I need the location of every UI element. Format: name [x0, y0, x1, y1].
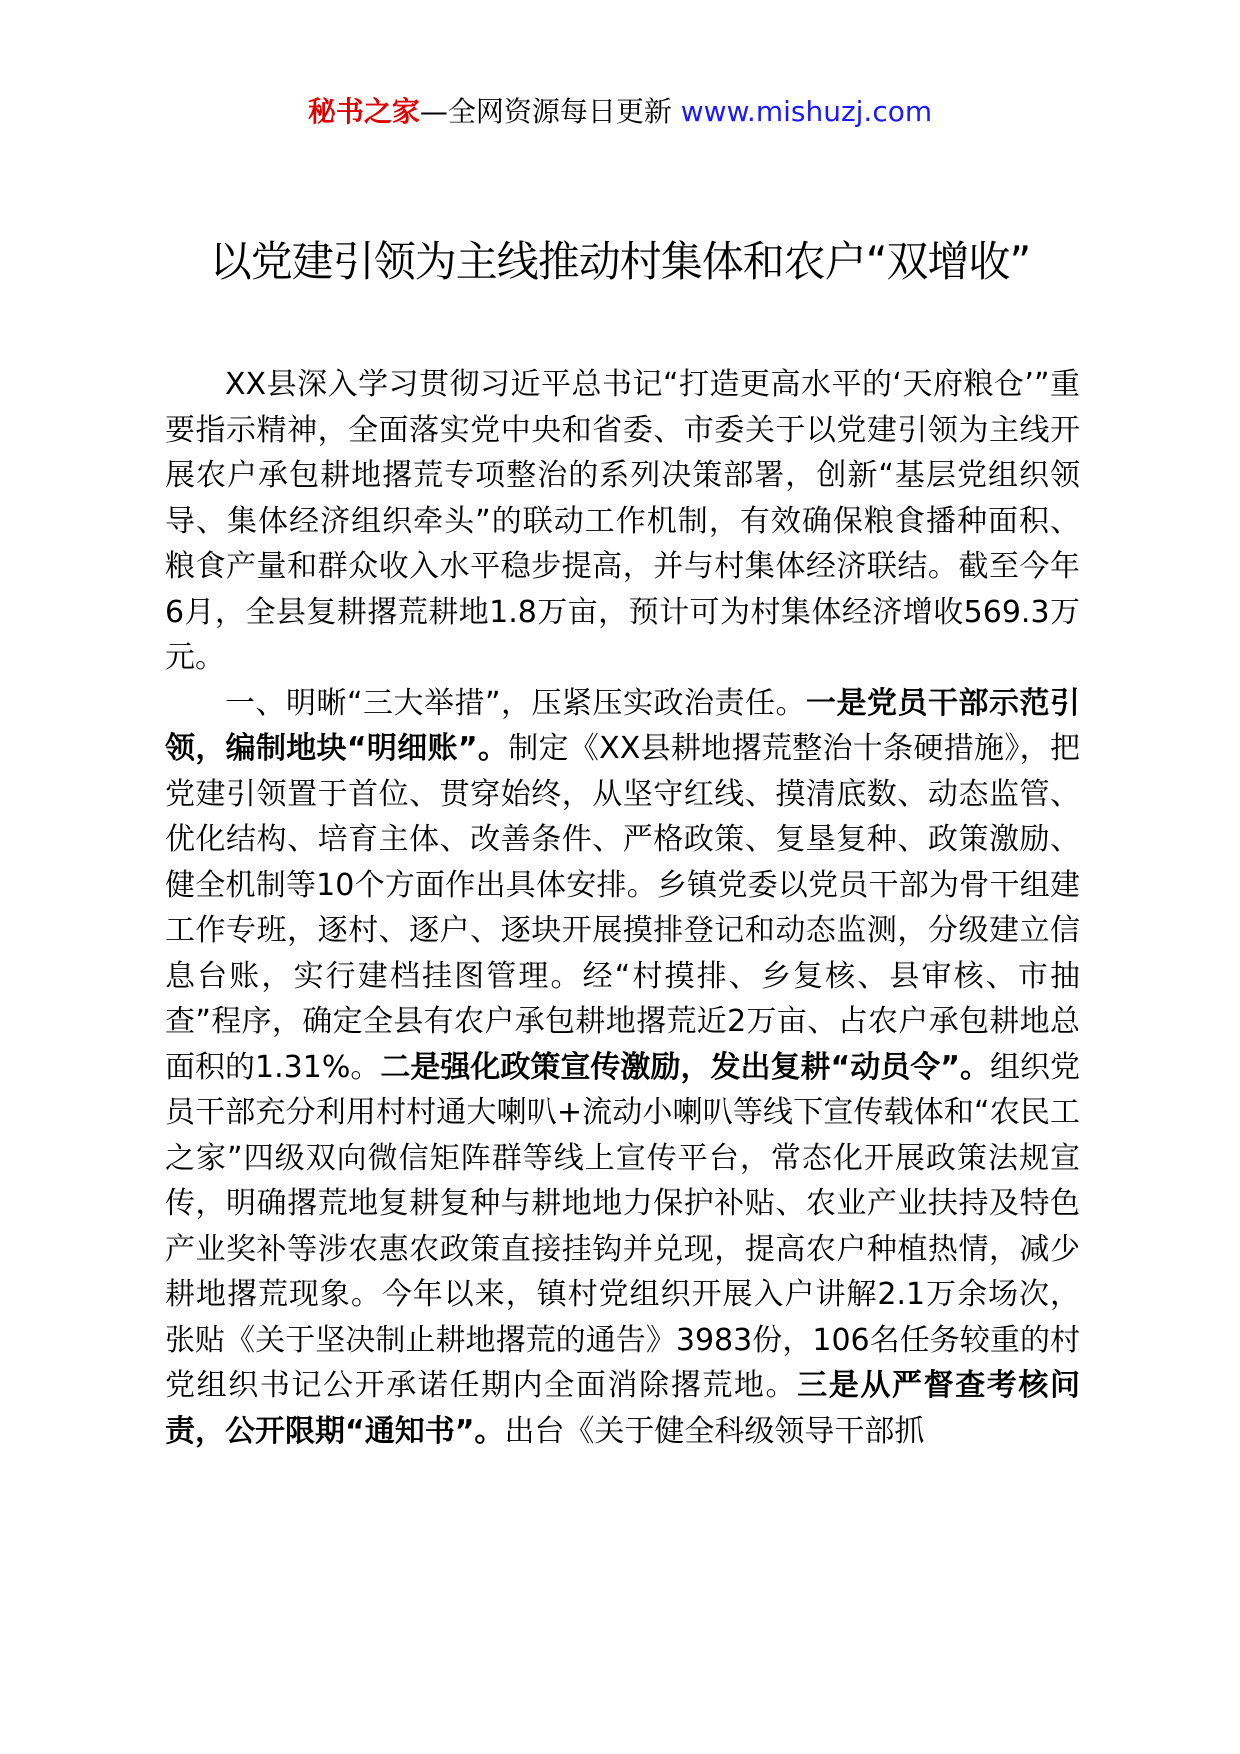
- measure-one-heading: 一是党员干部示范引领，编制地块“明细账”。: [165, 685, 1081, 766]
- measure-three-heading: 三是从严督查考核问责，公开限期“通知书”。: [165, 1368, 1081, 1449]
- section-heading: 一、明晰“三大举措”，压紧压实政治责任。: [225, 685, 807, 721]
- site-header: [0, 92, 1240, 132]
- measure-two-heading: 二是强化政策宣传激励，发出复耕“动员令”。: [380, 1049, 990, 1085]
- site-url-link[interactable]: www.mishuzj.com: [680, 95, 933, 128]
- paragraph-intro: [165, 362, 1080, 681]
- measure-two-text: 组织党员干部充分利用村村通大喇叭+流动小喇叭等线下宣传载体和“农民工之家”四级双向微信矩阵群等线上宣传平台，常态化开展政策法规宣传，明确撂荒地复耕复种与耕地地力保护补贴、农业产业扶持及特色产业奖补等涉农惠农政策直接挂钩并兑现，提高农户种植热情，减少耕地撂荒现象。今年以来，镇村党组织开展入户讲解2.1万余场次，张贴《关于坚决制止耕地撂荒的通告》3983份，106名任务较重的村党组织书记公开承诺任期内全面消除撂荒地。: [165, 1049, 1081, 1403]
- document-body: [165, 362, 1080, 1454]
- brand-name: 秘书之家: [307, 95, 420, 128]
- measure-three-text: 出台《关于健全科级领导干部抓: [504, 1413, 925, 1449]
- paragraph-text: XX县深入学习贯彻习近平总书记“打造更高水平的‘天府粮仓’”重要指示精神，全面落实党中央和省委、市委关于以党建引领为主线开展农户承包耕地撂荒专项整治的系列决策部署，创新“基层党组织领导、集体经济组织牵头”的联动工作机制，有效确保粮食播种面积、粮食产量和群众收入水平稳步提高，并与村集体经济联结。截至今年6月，全县复耕撂荒耕地1.8万亩，预计可为村集体经济增收569.3万元。: [165, 367, 1080, 675]
- document-title: 以党建引领为主线推动村集体和农户“双增收”: [209, 237, 1031, 286]
- measure-one-text: 制定《XX县耕地撂荒整治十条硬措施》，把党建引领置于首位、贯穿始终，从坚守红线、摸清底数、动态监管、优化结构、培育主体、改善条件、严格政策、复垦复种、政策激励、健全机制等10个方面作出具体安排。乡镇党委以党员干部为骨干组建工作专班，逐村、逐户、逐块开展摸排登记和动态监测，分级建立信息台账，实行建档挂图管理。经“村摸排、乡复核、县审核、市抽查”程序，确定全县有农户承包耕地撂荒近2万亩、占农户承包耕地总面积的1.31%。: [165, 731, 1080, 1085]
- paragraph-section-one: [165, 681, 1080, 1455]
- header-tagline: —全网资源每日更新: [419, 95, 681, 128]
